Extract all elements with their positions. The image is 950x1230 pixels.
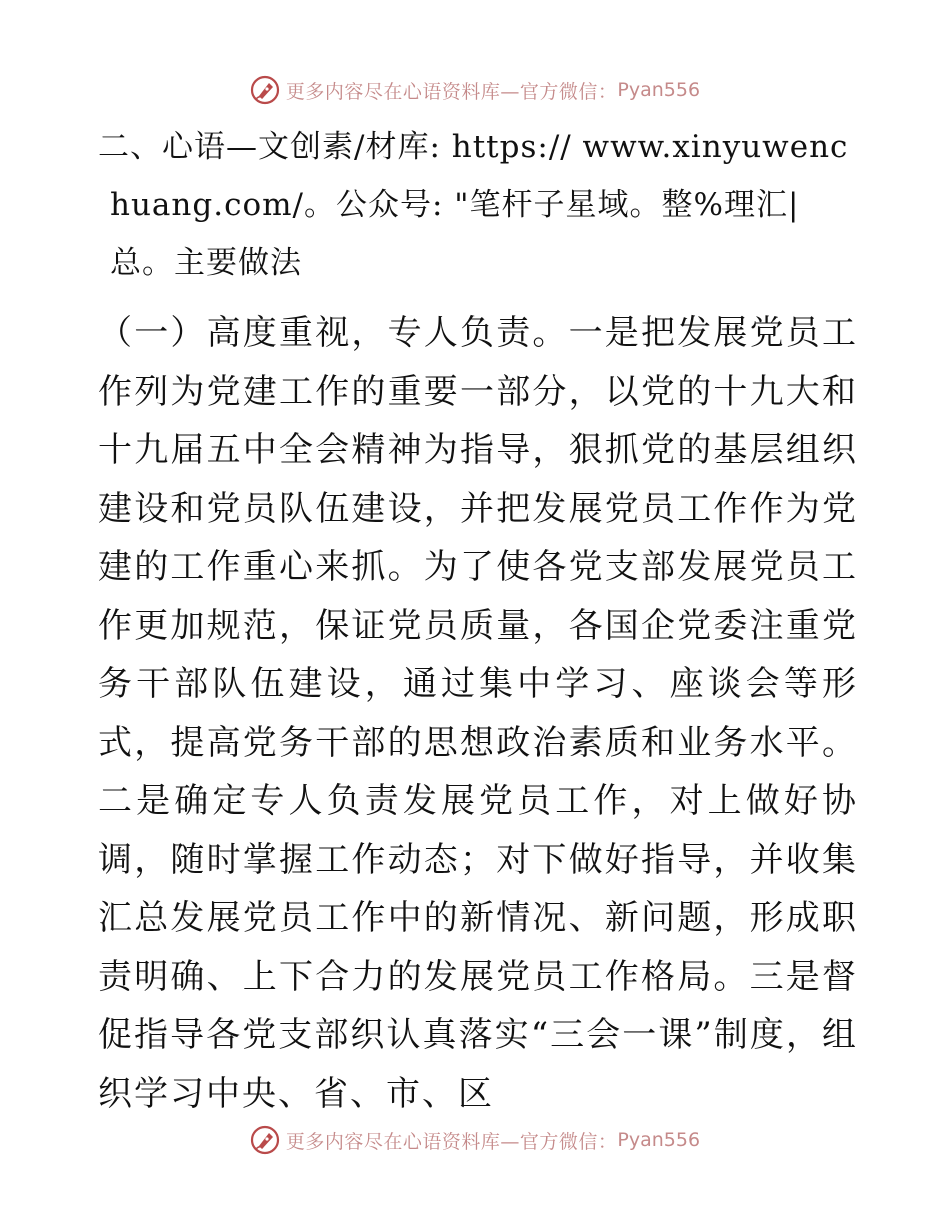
watermark-text: 更多内容尽在心语资料库—官方微信： [285,1130,618,1153]
section-heading: 二、心语—文创素/材库: https:// www.xinyuwenchuang.com/。公众号: "笔杆子星域。整%理汇|总。主要做法 [98,129,849,281]
watermark-text: 更多内容尽在心语资料库—官方微信： [285,80,618,103]
watermark-wechat-id: Pyan556 [617,79,701,101]
header-watermark-banner [0,70,950,110]
body-paragraph: （一）高度重视，专人负责。一是把发展党员工作列为党建工作的重要一部分，以党的十九大和十九届五中全会精神为指导，狠抓党的基层组织建设和党员队伍建设，并把发展党员工作作为党建的工作重心来抓。为了使各党支部发展党员工作更加规范，保证党员质量，各国企党委注重党务干部队伍建设，通过集中学习、座谈会等形式，提高党务干部的思想政治素质和业务水平。二是确定专人负责发展党员工作，对上做好协调，随时掌握工作动态；对下做好指导，并收集汇总发展党员工作中的新情况、新问题，形成职责明确、上下合力的发展党员工作格局。三是督促指导各党支部织认真落实“三会一课”制度，组织学习中央、省、市、区 [98,313,858,1114]
watermark-wechat-id: Pyan556 [617,1129,701,1151]
document-body [98,118,858,1123]
pen-nib-logo-icon [250,75,280,105]
pen-nib-logo-icon [250,1125,280,1155]
footer-watermark-banner [0,1120,950,1160]
